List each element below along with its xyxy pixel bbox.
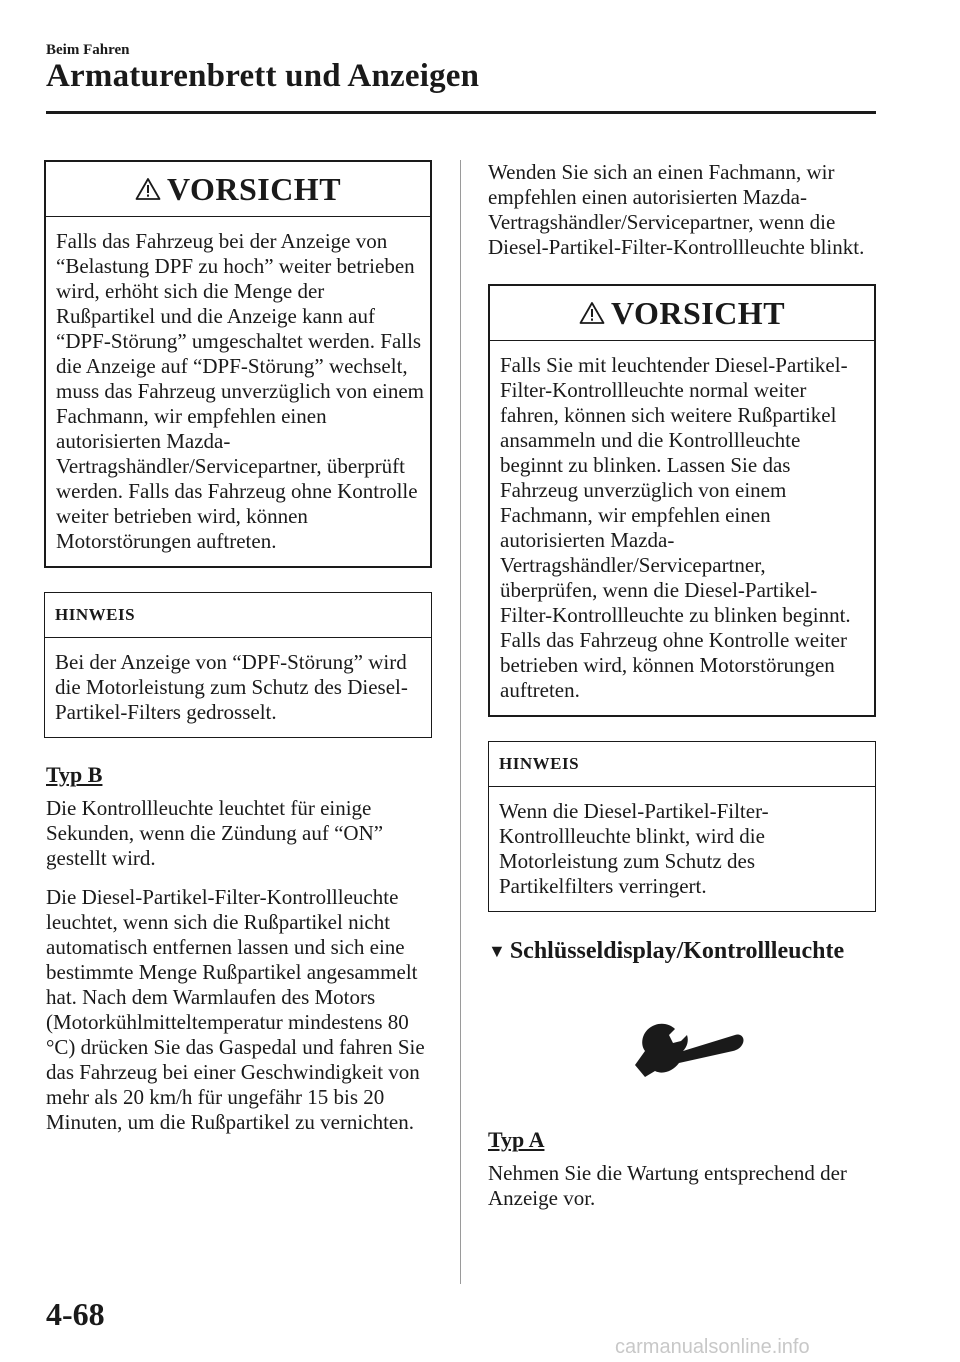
type-b-paragraph-1: Die Kontrollleuchte leuchtet für einige Sekunden, wenn die Zündung auf “ON” gestellt wird.: [46, 796, 384, 870]
warning-triangle-icon: [579, 301, 605, 325]
section-marker-icon: ▼: [488, 941, 506, 961]
wrench-icon: [617, 1005, 747, 1085]
column-divider: [460, 160, 461, 1284]
note-title: HINWEIS: [489, 742, 875, 787]
caution-box-left: [44, 160, 432, 568]
left-column: [44, 160, 432, 1135]
caution-text: Falls Sie mit leuchtender Diesel-Partikel-Filter-Kontrollleuchte normal weiter fahren, können sich weitere Rußpartikel ansammeln und die Kontrollleuchte beginnt zu blinken. Lassen Sie das Fahrzeug unverzüglich von einem Fachmann, wir empfehlen einen autorisierten Mazda-Vertragshändler/Servicepartner, überprüfen, wenn die Diesel-Partikel-Filter-Kontrollleuchte zu blinken beginnt. Falls das Fahrzeug ohne Kontrolle weiter betrieben wird, können Motorstörungen auftreten.: [500, 353, 851, 702]
intro-paragraph: Wenden Sie sich an einen Fachmann, wir empfehlen einen autorisierten Mazda-Vertragshändler/Servicepartner, wenn die Diesel-Partikel-Filter-Kontrollleuchte blinkt.: [488, 160, 865, 259]
page-title: Armaturenbrett und Anzeigen: [46, 58, 480, 94]
page-number: 4-68: [46, 1296, 105, 1332]
type-a-section: [488, 1127, 876, 1211]
caution-body: [490, 341, 874, 715]
caution-box-right: [488, 284, 876, 717]
note-title: HINWEIS: [45, 593, 431, 638]
caution-header: [490, 286, 874, 341]
caution-header: [46, 162, 430, 217]
right-column: [488, 160, 876, 1211]
header-rule: [46, 111, 876, 114]
type-b-section: [44, 762, 432, 1135]
note-body: [45, 638, 431, 737]
warning-triangle-icon: [135, 177, 161, 201]
caution-title: VORSICHT: [166, 170, 342, 207]
type-b-heading: Typ B: [46, 762, 103, 787]
note-text: Bei der Anzeige von “DPF-Störung” wird die Motorleistung zum Schutz des Diesel-Partikel-Filters gedrosselt.: [55, 650, 408, 724]
caution-title: VORSICHT: [610, 294, 786, 331]
type-a-paragraph: Nehmen Sie die Wartung entsprechend der Anzeige vor.: [488, 1161, 847, 1210]
caution-body: [46, 217, 430, 566]
type-b-paragraph-2: Die Diesel-Partikel-Filter-Kontrollleuchte leuchtet, wenn sich die Rußpartikel nicht automatisch entfernen lassen und sich eine bestimmte Menge Rußpartikel angesammelt hat. Nach dem Warmlaufen des Motors (Motorkühlmitteltemperatur mindestens 80 °C) drücken Sie das Gaspedal und fahren Sie das Fahrzeug bei einer Geschwindigkeit von mehr als 20 km/h für ungefähr 15 bis 20 Minuten, um die Rußpartikel zu vernichten.: [46, 885, 425, 1134]
caution-text: Falls das Fahrzeug bei der Anzeige von “Belastung DPF zu hoch” weiter betrieben wird, erhöht sich die Menge der Rußpartikel und die Anzeige kann auf “DPF-Störung” umgeschaltet werden. Falls die Anzeige auf “DPF-Störung” wechselt, muss das Fahrzeug unverzüglich von einem Fachmann, wir empfehlen einen autorisierten Mazda-Vertragshändler/Servicepartner, überprüft werden. Falls das Fahrzeug ohne Kontrolle weiter betrieben wird, können Motorstörungen auftreten.: [56, 229, 424, 553]
type-a-heading: Typ A: [488, 1127, 545, 1152]
watermark: carmanualsonline.info: [615, 1336, 810, 1358]
note-box-right: [488, 741, 876, 912]
note-text: Wenn die Diesel-Partikel-Filter-Kontrollleuchte blinkt, wird die Motorleistung zum Schutz des Partikelfilters verringert.: [499, 799, 769, 898]
note-box-left: [44, 592, 432, 738]
key-display-heading: [488, 938, 876, 965]
note-body: [489, 787, 875, 911]
section-label: Beim Fahren: [46, 42, 130, 58]
key-display-title: Schlüsseldisplay/Kontrollleuchte: [509, 938, 845, 964]
